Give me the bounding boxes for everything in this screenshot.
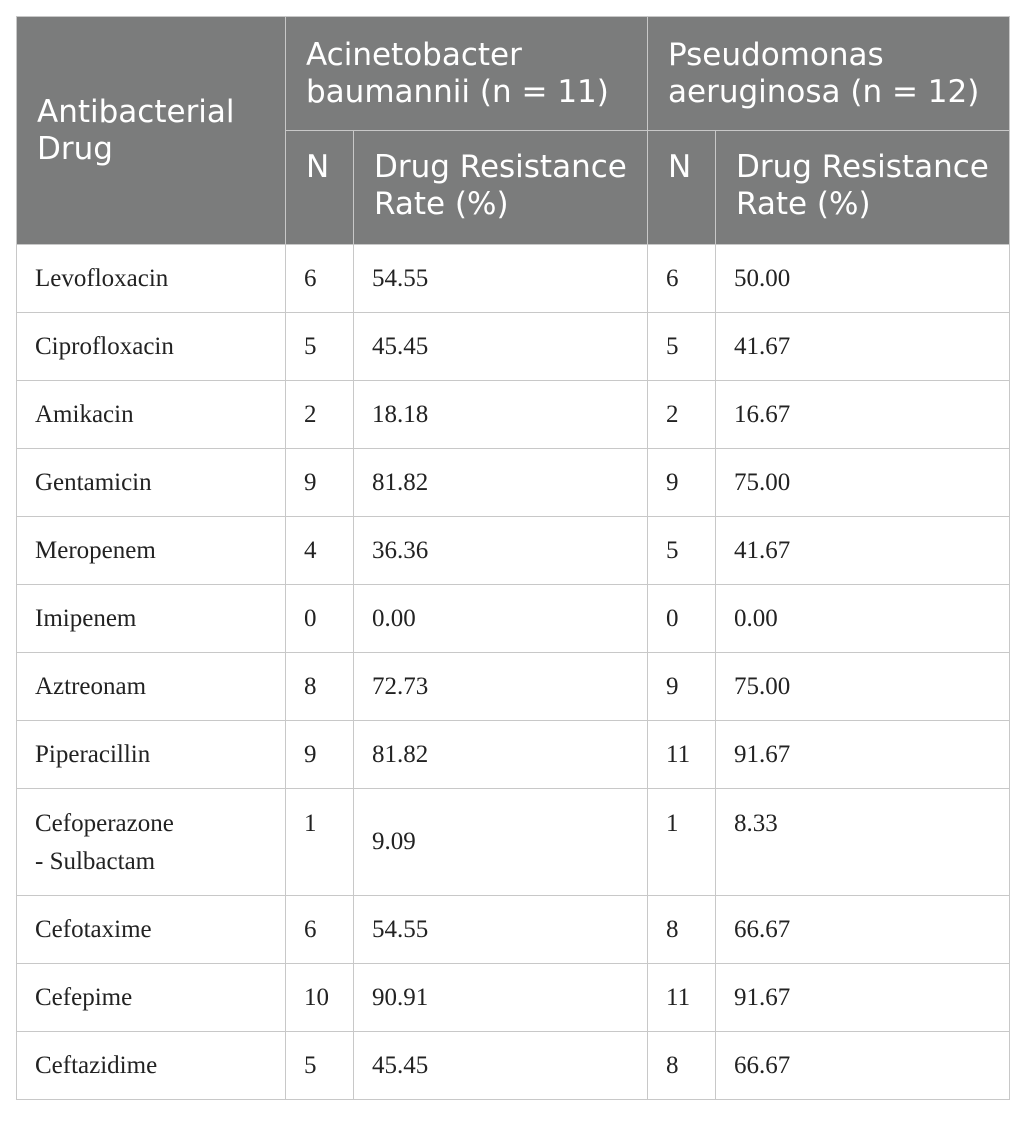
b-n-value: 9: [648, 653, 716, 721]
table-row: [17, 653, 1010, 721]
table-row: [17, 789, 1010, 896]
drug-name: Amikacin: [17, 381, 286, 449]
header-acinetobacter: Acinetobacter baumannii (n = 11): [286, 17, 648, 131]
drug-name: Meropenem: [17, 517, 286, 585]
b-rate-value: 8.33: [716, 789, 1010, 896]
a-rate-value: 54.55: [354, 896, 648, 964]
table-row: [17, 245, 1010, 313]
header-a-n: N: [286, 131, 354, 245]
a-rate-value: 90.91: [354, 964, 648, 1032]
a-n-value: 5: [286, 1032, 354, 1100]
a-n-value: 2: [286, 381, 354, 449]
a-n-value: 8: [286, 653, 354, 721]
b-n-value: 11: [648, 721, 716, 789]
drug-name: Ceftazidime: [17, 1032, 286, 1100]
b-rate-value: 41.67: [716, 517, 1010, 585]
table-row: [17, 964, 1010, 1032]
header-pseudomonas: Pseudomonas aeruginosa (n = 12): [648, 17, 1010, 131]
a-rate-value: 0.00: [354, 585, 648, 653]
resistance-table-container: [16, 16, 1009, 1100]
table-row: [17, 313, 1010, 381]
b-rate-value: 66.67: [716, 896, 1010, 964]
drug-name: Cefepime: [17, 964, 286, 1032]
b-rate-value: 75.00: [716, 449, 1010, 517]
a-n-value: 4: [286, 517, 354, 585]
b-rate-value: 50.00: [716, 245, 1010, 313]
a-n-value: 9: [286, 449, 354, 517]
drug-name: Aztreonam: [17, 653, 286, 721]
drug-name-line2: - Sulbactam: [35, 848, 156, 875]
a-rate-value: 36.36: [354, 517, 648, 585]
table-row: [17, 585, 1010, 653]
table-row: [17, 517, 1010, 585]
b-rate-value: 91.67: [716, 964, 1010, 1032]
table-row: [17, 896, 1010, 964]
table-row: [17, 381, 1010, 449]
resistance-table: [16, 16, 1010, 1100]
table-body: [17, 245, 1010, 1100]
drug-name: Cefotaxime: [17, 896, 286, 964]
b-rate-value: 41.67: [716, 313, 1010, 381]
a-n-value: 10: [286, 964, 354, 1032]
b-n-value: 9: [648, 449, 716, 517]
b-n-value: 5: [648, 517, 716, 585]
header-a-rate: Drug Resistance Rate (%): [354, 131, 648, 245]
a-rate-value: 54.55: [354, 245, 648, 313]
b-n-value: 5: [648, 313, 716, 381]
table-row: [17, 449, 1010, 517]
table-row: [17, 1032, 1010, 1100]
header-b-n: N: [648, 131, 716, 245]
b-n-value: 6: [648, 245, 716, 313]
drug-name: Imipenem: [17, 585, 286, 653]
a-n-value: 9: [286, 721, 354, 789]
a-n-value: 1: [286, 789, 354, 896]
b-rate-value: 16.67: [716, 381, 1010, 449]
a-n-value: 5: [286, 313, 354, 381]
table-row: [17, 721, 1010, 789]
drug-name-line1: Cefoperazone: [35, 810, 174, 837]
drug-name: Piperacillin: [17, 721, 286, 789]
b-n-value: 1: [648, 789, 716, 896]
header-antibacterial-drug: Antibacterial Drug: [17, 17, 286, 245]
b-rate-value: 75.00: [716, 653, 1010, 721]
b-n-value: 8: [648, 896, 716, 964]
table-header: [17, 17, 1010, 245]
a-n-value: 6: [286, 896, 354, 964]
drug-name: [17, 789, 286, 896]
b-rate-value: 0.00: [716, 585, 1010, 653]
a-rate-value: 72.73: [354, 653, 648, 721]
b-n-value: 0: [648, 585, 716, 653]
b-n-value: 8: [648, 1032, 716, 1100]
b-n-value: 2: [648, 381, 716, 449]
drug-name: Levofloxacin: [17, 245, 286, 313]
a-rate-value: 9.09: [354, 789, 648, 896]
b-n-value: 11: [648, 964, 716, 1032]
a-n-value: 0: [286, 585, 354, 653]
a-rate-value: 45.45: [354, 1032, 648, 1100]
a-rate-value: 45.45: [354, 313, 648, 381]
a-rate-value: 18.18: [354, 381, 648, 449]
drug-name: Gentamicin: [17, 449, 286, 517]
a-n-value: 6: [286, 245, 354, 313]
b-rate-value: 66.67: [716, 1032, 1010, 1100]
header-b-rate: Drug Resistance Rate (%): [716, 131, 1010, 245]
a-rate-value: 81.82: [354, 449, 648, 517]
b-rate-value: 91.67: [716, 721, 1010, 789]
a-rate-value: 81.82: [354, 721, 648, 789]
drug-name: Ciprofloxacin: [17, 313, 286, 381]
